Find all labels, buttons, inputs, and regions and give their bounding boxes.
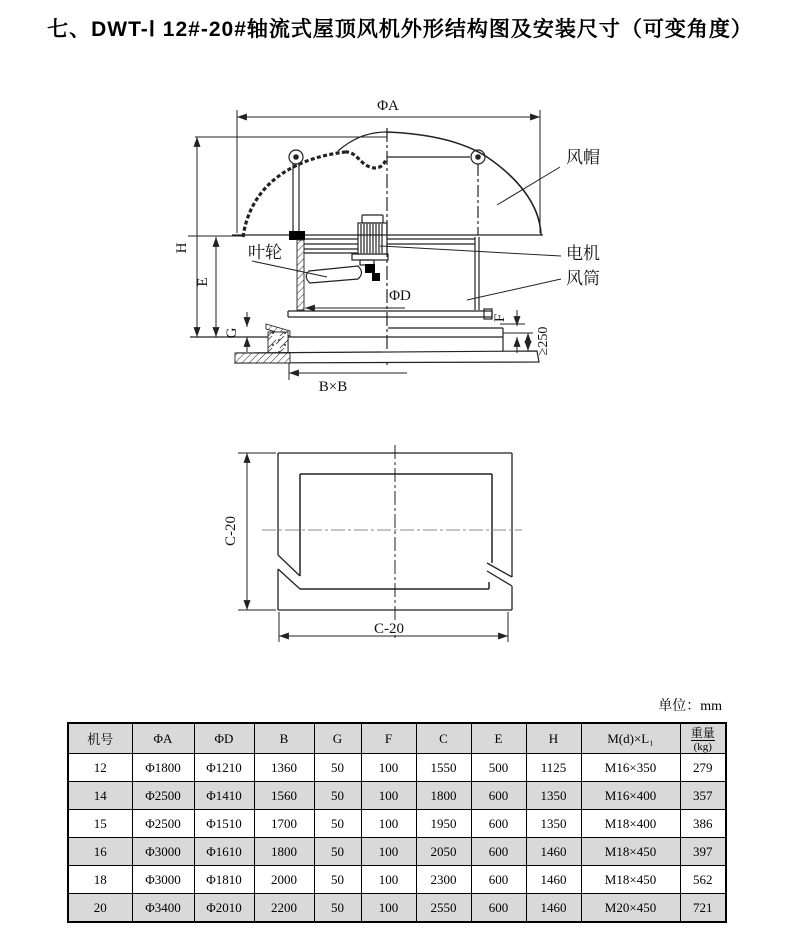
col-header-g: G (314, 723, 361, 754)
table-cell: 15 (68, 810, 132, 838)
roof-curb-base (190, 324, 539, 363)
table-cell: 1950 (416, 810, 471, 838)
table-cell: Φ3000 (132, 866, 194, 894)
label-min-curb-height: ≥250 (536, 326, 551, 356)
table-cell: 50 (314, 838, 361, 866)
table-cell: Φ1810 (194, 866, 254, 894)
label-motor: 电机 (566, 244, 600, 263)
table-cell: 2300 (416, 866, 471, 894)
unit-note: 单位：mm (658, 699, 722, 714)
table-cell: 1550 (416, 754, 471, 782)
label-wind-cap: 风帽 (566, 148, 600, 167)
col-header-phi-d: ΦD (194, 723, 254, 754)
table-cell: 1700 (254, 810, 314, 838)
table-cell: 1360 (254, 754, 314, 782)
col-header-bolt: M(d)×L₁ (581, 723, 680, 754)
col-header-h: H (526, 723, 581, 754)
table-cell: 2200 (254, 894, 314, 923)
table-cell: Φ1410 (194, 782, 254, 810)
table-cell: Φ2500 (132, 810, 194, 838)
table-cell: 600 (471, 838, 526, 866)
label-impeller: 叶轮 (248, 243, 282, 262)
table-cell: M18×450 (581, 838, 680, 866)
col-header-c: C (416, 723, 471, 754)
dimension-table (67, 722, 727, 923)
table-cell: Φ3400 (132, 894, 194, 923)
table-cell: Φ2010 (194, 894, 254, 923)
label-c20-horizontal: C-20 (374, 621, 404, 637)
col-header-phi-a: ΦA (132, 723, 194, 754)
table-cell: 600 (471, 894, 526, 923)
table-cell: 50 (314, 782, 361, 810)
label-air-duct: 风筒 (566, 269, 600, 288)
table-cell: M18×450 (581, 866, 680, 894)
table-cell: 357 (680, 782, 726, 810)
table-cell: 1350 (526, 782, 581, 810)
table-cell: 100 (361, 838, 416, 866)
table-cell: 397 (680, 838, 726, 866)
table-cell: 100 (361, 894, 416, 923)
label-f: F (492, 313, 508, 323)
plan-view (238, 445, 522, 642)
label-e: E (195, 277, 211, 287)
table-cell: 1460 (526, 866, 581, 894)
table-cell: M16×350 (581, 754, 680, 782)
table-cell: 100 (361, 866, 416, 894)
table-row (68, 754, 726, 782)
table-row (68, 894, 726, 923)
table-cell: 500 (471, 754, 526, 782)
table-cell: 100 (361, 754, 416, 782)
label-phi-d: ΦD (389, 288, 411, 304)
table-row (68, 838, 726, 866)
table-cell: 50 (314, 866, 361, 894)
side-view (188, 110, 561, 380)
table-cell: 600 (471, 866, 526, 894)
table-cell: Φ3000 (132, 838, 194, 866)
col-header-e: E (471, 723, 526, 754)
table-cell: Φ1510 (194, 810, 254, 838)
table-cell: 279 (680, 754, 726, 782)
table-cell: 100 (361, 782, 416, 810)
table-cell: 600 (471, 782, 526, 810)
table-cell: M16×400 (581, 782, 680, 810)
table-cell: 1125 (526, 754, 581, 782)
table-cell: 14 (68, 782, 132, 810)
table-cell: 1460 (526, 838, 581, 866)
table-cell: 16 (68, 838, 132, 866)
col-header-machine-no: 机号 (68, 723, 132, 754)
table-cell: 20 (68, 894, 132, 923)
table-cell: 18 (68, 866, 132, 894)
table-cell: Φ1210 (194, 754, 254, 782)
table-cell: 1350 (526, 810, 581, 838)
table-cell: Φ1610 (194, 838, 254, 866)
weight-label: 重量 (690, 725, 715, 740)
table-header-row (68, 723, 726, 754)
table-row (68, 810, 726, 838)
weight-unit: (kg) (693, 740, 712, 753)
col-header-b: B (254, 723, 314, 754)
table-cell: 386 (680, 810, 726, 838)
table-cell: 2550 (416, 894, 471, 923)
table-cell: 600 (471, 810, 526, 838)
label-c20-vertical: C-20 (223, 516, 239, 546)
table-cell: 2000 (254, 866, 314, 894)
table-cell: 50 (314, 810, 361, 838)
fan-structure-drawing (0, 60, 800, 710)
page-title: 七、DWT-Ⅰ 12#-20#轴流式屋顶风机外形结构图及安装尺寸（可变角度） (47, 18, 753, 41)
table-cell: 1560 (254, 782, 314, 810)
table-cell: M20×450 (581, 894, 680, 923)
table-cell: 100 (361, 810, 416, 838)
table-row (68, 866, 726, 894)
col-header-weight (680, 723, 726, 754)
table-cell: Φ2500 (132, 782, 194, 810)
table-row (68, 782, 726, 810)
col-header-f: F (361, 723, 416, 754)
table-cell: 721 (680, 894, 726, 923)
table-cell: 562 (680, 866, 726, 894)
table-cell: 1800 (416, 782, 471, 810)
table-cell: M18×400 (581, 810, 680, 838)
table-cell: 12 (68, 754, 132, 782)
table-cell: 50 (314, 894, 361, 923)
table-cell: 1460 (526, 894, 581, 923)
inner-opening-outline (300, 474, 492, 589)
table-cell: 50 (314, 754, 361, 782)
label-h: H (174, 242, 190, 254)
table-cell: Φ1800 (132, 754, 194, 782)
label-bxb: B×B (318, 379, 348, 395)
label-g: G (224, 327, 240, 339)
label-phi-a: ΦA (377, 98, 399, 114)
table-cell: 2050 (416, 838, 471, 866)
table-cell: 1800 (254, 838, 314, 866)
